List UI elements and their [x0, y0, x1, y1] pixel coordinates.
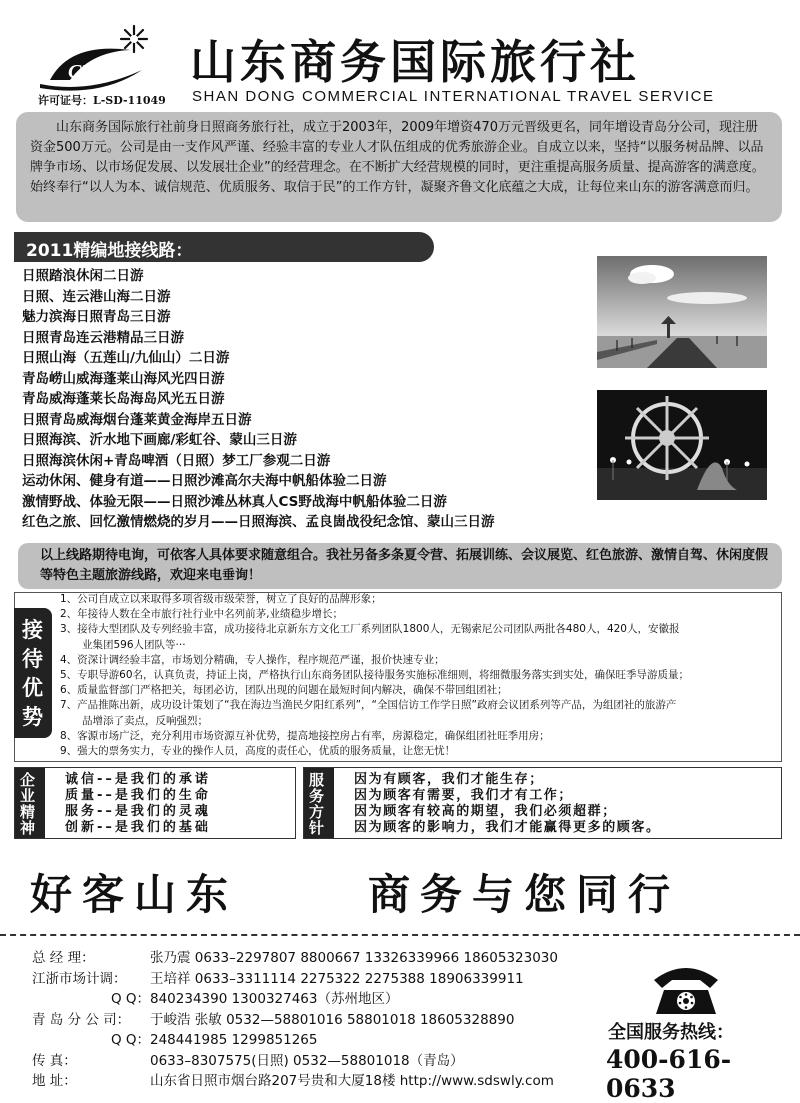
policy-item: 因为顾客的影响力，我们才能赢得更多的顾客。 — [354, 820, 661, 835]
policy-item: 因为顾客有较高的期望，我们必须超群； — [354, 804, 617, 819]
routes-banner — [14, 232, 434, 262]
contact-label: 江浙市场计调： — [32, 970, 127, 987]
route-item: 日照海滨休闲+青岛啤酒（日照）梦工厂参观二日游 — [22, 452, 331, 469]
contact-row — [32, 989, 558, 1010]
advantage-item: 5、专职导游60名，认真负责，持证上岗，严格执行山东商务团队接待服务实施标准细则，将细微服务落实到实处，确保旺季导游质量； — [60, 669, 690, 682]
advantage-item: 3、接待大型团队及专列经验丰富，成功接待北京新东方文化工厂系列团队1800人，无锡索尼公司团队两批各480人，420人，安徽报 — [60, 623, 680, 636]
ship-wheel-sculpture-photo — [597, 390, 767, 500]
contact-value: 王培祥 0633–3311114 2275322 2275388 18906339911 — [150, 970, 524, 987]
advantages-title: 接待优势 — [22, 618, 43, 729]
service-policy-tag — [304, 768, 334, 838]
pier-photo — [597, 256, 767, 368]
route-item: 运动休闲、健身有道——日照沙滩高尔夫海中帆船体验二日游 — [22, 473, 387, 489]
route-item: 魅力滨海日照青岛三日游 — [22, 309, 171, 325]
route-item: 日照青岛连云港精品三日游 — [22, 329, 184, 346]
contact-row — [32, 1030, 558, 1051]
route-item: 红色之旅、回忆激情燃烧的岁月——日照海滨、孟良崮战役纪念馆、蒙山三日游 — [22, 514, 495, 530]
route-item: 日照踏浪休闲二日游 — [22, 268, 144, 284]
contact-label: 青 岛 分 公 司： — [32, 1011, 131, 1028]
spirit-item: 诚信-–是我们的承诺 — [65, 772, 211, 787]
advantage-item: 1、公司自成立以来取得多项省级市级荣誉，树立了良好的品牌形象； — [60, 593, 382, 605]
advantage-item: 6、质量监督部门严格把关，每团必访，团队出现的问题在最短时间内解决，确保不带回组团社； — [60, 684, 508, 697]
company-title-english: SHAN DONG COMMERCIAL INTERNATIONAL TRAVEL SERVICE — [192, 88, 715, 105]
hotline-number: 400-616-0633 — [606, 1045, 732, 1103]
spirit-item: 服务-–是我们的灵魂 — [65, 804, 211, 819]
route-item: 日照青岛威海烟台蓬莱黄金海岸五日游 — [22, 411, 252, 428]
route-item: 日照海滨、沂水地下画廊/彩虹谷、蒙山三日游 — [22, 432, 297, 448]
routes-banner-label: 2011精编地接线路： — [26, 241, 193, 261]
contact-value: 248441985 1299851265 — [150, 1032, 318, 1048]
routes-list — [22, 266, 495, 533]
advantage-item: 8、客源市场广泛，充分利用市场资源互补优势，提高地接控房占有率，房源稳定，确保组团社旺季用房； — [60, 729, 550, 742]
dashed-divider — [0, 934, 800, 936]
contact-row — [32, 969, 558, 990]
advantage-item: 业集团596人团队等··· — [82, 638, 186, 651]
contact-row — [32, 1010, 558, 1031]
contact-value: 张乃震 0633–2297807 8800667 13326339966 18605323030 — [150, 950, 558, 966]
contact-value: 840234390 1300327463（苏州地区） — [150, 991, 399, 1007]
enterprise-spirit-tag — [15, 768, 45, 838]
company-intro: 山东商务国际旅行社前身日照商务旅行社，成立于2003年，2009年增资470万元晋级更名，同年增设青岛分公司，现注册资金500万元。公司是由一支作风严谨、经验丰富的专业人才队伍组成的优秀旅游企业。自成立以来，坚持“以服务树品牌、以品牌争市场、以市场促发展、以发展壮企业”的经营理念。在不断扩大经营规模的同时，更注重提高服务质量、提高游客的满意度。始终奉行“以人为本、诚信规范、优质服务、取信于民”的工作方针，凝聚齐鲁文化底蕴之大成，让每位来山东的游客满意而归。 — [16, 112, 782, 222]
contact-label: 地 址： — [32, 1073, 77, 1089]
slogan-right: 商务与您同行 — [368, 870, 681, 919]
contact-label: 总 经 理： — [32, 950, 95, 966]
advantage-item: 9、强大的票务实力，专业的操作人员，高度的责任心，优质的服务质量，让您无忧！ — [60, 745, 456, 758]
contact-value: 于峻浩 张敏 0532—58801016 58801018 18605328890 — [150, 1011, 515, 1028]
enterprise-spirit-box — [14, 767, 296, 839]
advantage-item: 2、年接待人数在全市旅行社行业中名列前茅,业绩稳步增长； — [60, 608, 344, 621]
route-item: 青岛崂山威海蓬莱山海风光四日游 — [22, 370, 225, 387]
contact-list — [32, 948, 558, 1092]
route-item: 日照、连云港山海二日游 — [22, 288, 171, 305]
route-item: 青岛威海蓬莱长岛海岛风光五日游 — [22, 391, 225, 407]
enterprise-spirit-title: 企业精神 — [20, 771, 36, 837]
advantages-title-tag — [14, 608, 52, 738]
contact-label: Q Q： — [110, 991, 150, 1007]
enterprise-spirit-list — [65, 772, 211, 836]
contact-value: 0633–8307575(日照) 0532—58801018（青岛） — [150, 1052, 464, 1069]
policy-item: 因为有顾客，我们才能生存； — [354, 772, 544, 787]
advantage-item: 4、资深计调经验丰富，市场划分精确，专人操作，程序规范严谨，报价快速专业； — [60, 653, 445, 666]
license-number: 许可证号：L-SD-11049 — [38, 94, 166, 107]
advantages-list — [60, 592, 780, 759]
contact-row — [32, 1051, 558, 1072]
spirit-item: 质量-–是我们的生命 — [65, 788, 211, 803]
route-item: 激情野战、体验无限——日照沙滩丛林真人CS野战海中帆船体验二日游 — [22, 493, 447, 510]
policy-item: 因为顾客有需要，我们才有工作； — [354, 788, 574, 803]
company-title: 山东商务国际旅行社 — [190, 35, 640, 89]
contact-row — [32, 1071, 558, 1092]
hotline-label: 全国服务热线： — [608, 1022, 734, 1043]
service-policy-box — [303, 767, 782, 839]
spirit-item: 创新-–是我们的基础 — [65, 820, 211, 835]
telephone-icon — [650, 960, 722, 1018]
advantage-item: 品增添了卖点，反响强烈； — [82, 714, 208, 727]
route-item: 日照山海（五莲山/九仙山）二日游 — [22, 350, 230, 366]
service-policy-list — [354, 772, 661, 836]
contact-label: 传 真： — [32, 1052, 77, 1069]
contact-row — [32, 948, 558, 969]
logo-text: CTS — [68, 61, 105, 83]
service-policy-title: 服务方针 — [309, 771, 325, 837]
routes-inquiry-note: 以上线路期待电询，可依客人具体要求随意组合。我社另备多条夏令营、拓展训练、会议展览、红色旅游、激情自驾、休闲度假等特色主题旅游线路，欢迎来电垂询！ — [18, 543, 782, 589]
contact-value: 山东省日照市烟台路207号贵和大厦18楼 http://www.sdswly.com — [150, 1073, 554, 1089]
cts-logo-icon — [30, 22, 160, 102]
slogan-left: 好客山东 — [30, 870, 239, 919]
contact-label: Q Q： — [110, 1032, 150, 1048]
advantage-item: 7、产品推陈出新，成功设计策划了“我在海边当渔民夕阳红系列”，“全国信访工作学日照”政府会议团系列等产品，为组团社的旅游产 — [60, 699, 677, 712]
